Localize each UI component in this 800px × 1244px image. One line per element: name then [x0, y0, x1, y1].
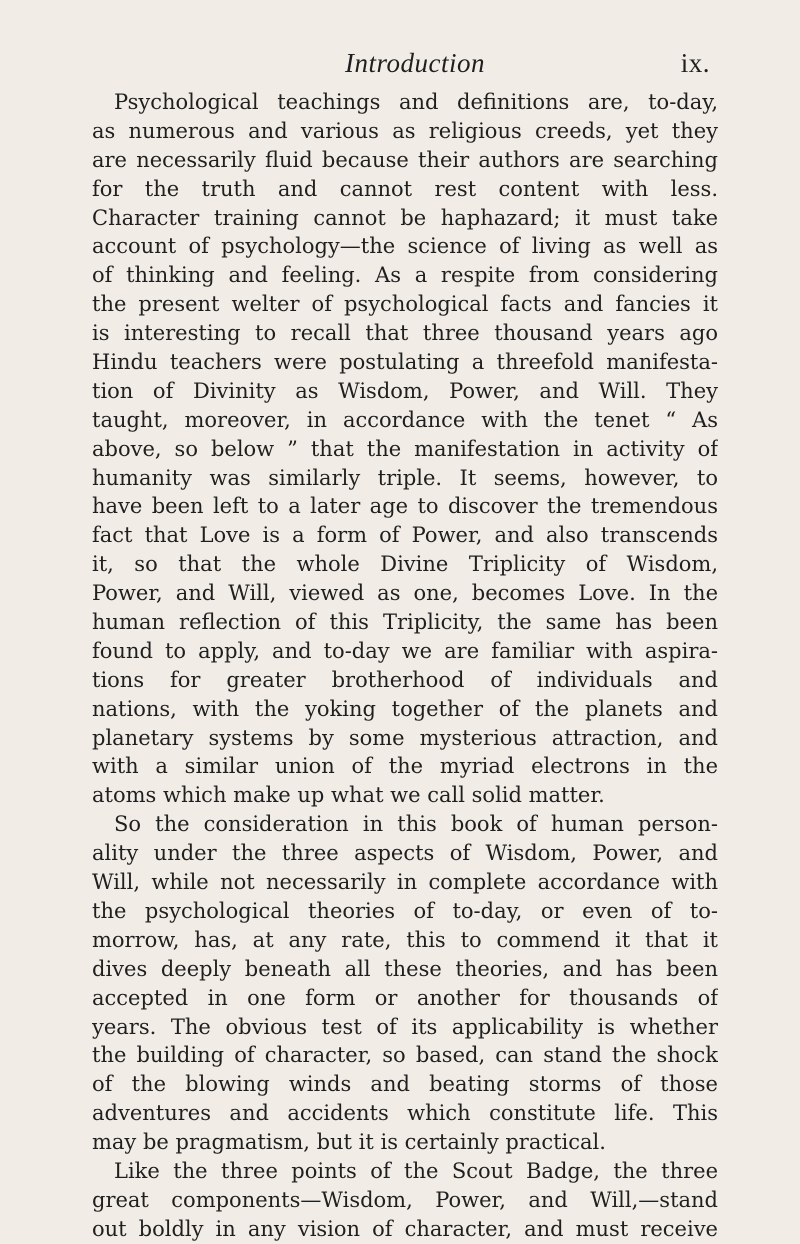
running-head [120, 48, 710, 88]
text-line: tion of Divinity as Wisdom, Power, and Will. They [92, 378, 718, 403]
text-line: Character training cannot be haphazard; it must take [92, 205, 718, 230]
text-line: tions for greater brotherhood of individuals and [92, 667, 718, 692]
text-line: So the consideration in this book of human person- [114, 812, 718, 837]
text-line: atoms which make up what we call solid matter. [92, 783, 605, 808]
text-line: taught, moreover, in accordance with the tenet “ As [92, 407, 718, 432]
text-line: of the blowing winds and beating storms of those [92, 1072, 718, 1097]
body-text [92, 88, 718, 1244]
text-line: human reflection of this Triplicity, the same has been [92, 610, 718, 635]
text-line: the building of character, so based, can stand the shock [92, 1043, 718, 1068]
text-line: years. The obvious test of its applicability is whether [92, 1014, 718, 1039]
running-title: Introduction [345, 48, 485, 78]
text-line: of thinking and feeling. As a respite from considering [92, 263, 718, 288]
text-line: are necessarily fluid because their authors are searching [92, 147, 718, 172]
text-line: Will, while not necessarily in complete accordance with [92, 870, 718, 895]
text-line: great components—Wisdom, Power, and Will,—stand [92, 1187, 718, 1212]
text-line: out boldly in any vision of character, and must receive [92, 1216, 718, 1241]
text-line: above, so below ” that the manifestation in activity of [92, 436, 718, 461]
text-line: nations, with the yoking together of the planets and [92, 696, 718, 721]
text-line: humanity was similarly triple. It seems, however, to [92, 465, 718, 490]
text-line: with a similar union of the myriad electrons in the [92, 754, 718, 779]
text-line: may be pragmatism, but it is certainly practical. [92, 1130, 606, 1155]
text-line: is interesting to recall that three thousand years ago [92, 321, 718, 346]
text-line: account of psychology—the science of living as well as [92, 234, 718, 259]
text-line: have been left to a later age to discover the tremendous [92, 494, 718, 519]
text-line: the present welter of psychological facts and fancies it [92, 292, 718, 317]
text-line: adventures and accidents which constitute life. This [92, 1101, 718, 1126]
text-line: accepted in one form or another for thousands of [92, 985, 718, 1010]
text-line: Psychological teachings and definitions are, to-day, [114, 90, 718, 114]
text-line: found to apply, and to-day we are familiar with aspira- [92, 638, 718, 663]
text-line: dives deeply beneath all these theories, and has been [92, 956, 718, 981]
text-line: Like the three points of the Scout Badge, the three [114, 1158, 718, 1183]
page-number: ix. [680, 48, 710, 78]
text-line: as numerous and various as religious creeds, yet they [92, 118, 718, 143]
text-line: morrow, has, at any rate, this to commend it that it [92, 927, 718, 952]
text-line: Power, and Will, viewed as one, becomes Love. In the [92, 581, 718, 606]
text-line: planetary systems by some mysterious attraction, and [92, 725, 718, 750]
text-line: for the truth and cannot rest content with less. [92, 176, 718, 201]
text-line: Hindu teachers were postulating a threefold manifesta- [92, 350, 718, 375]
text-line: it, so that the whole Divine Triplicity of Wisdom, [92, 552, 718, 577]
text-line: the psychological theories of to-day, or even of to- [92, 898, 718, 923]
text-line: fact that Love is a form of Power, and also transcends [92, 523, 718, 548]
text-line: ality under the three aspects of Wisdom, Power, and [92, 841, 718, 866]
